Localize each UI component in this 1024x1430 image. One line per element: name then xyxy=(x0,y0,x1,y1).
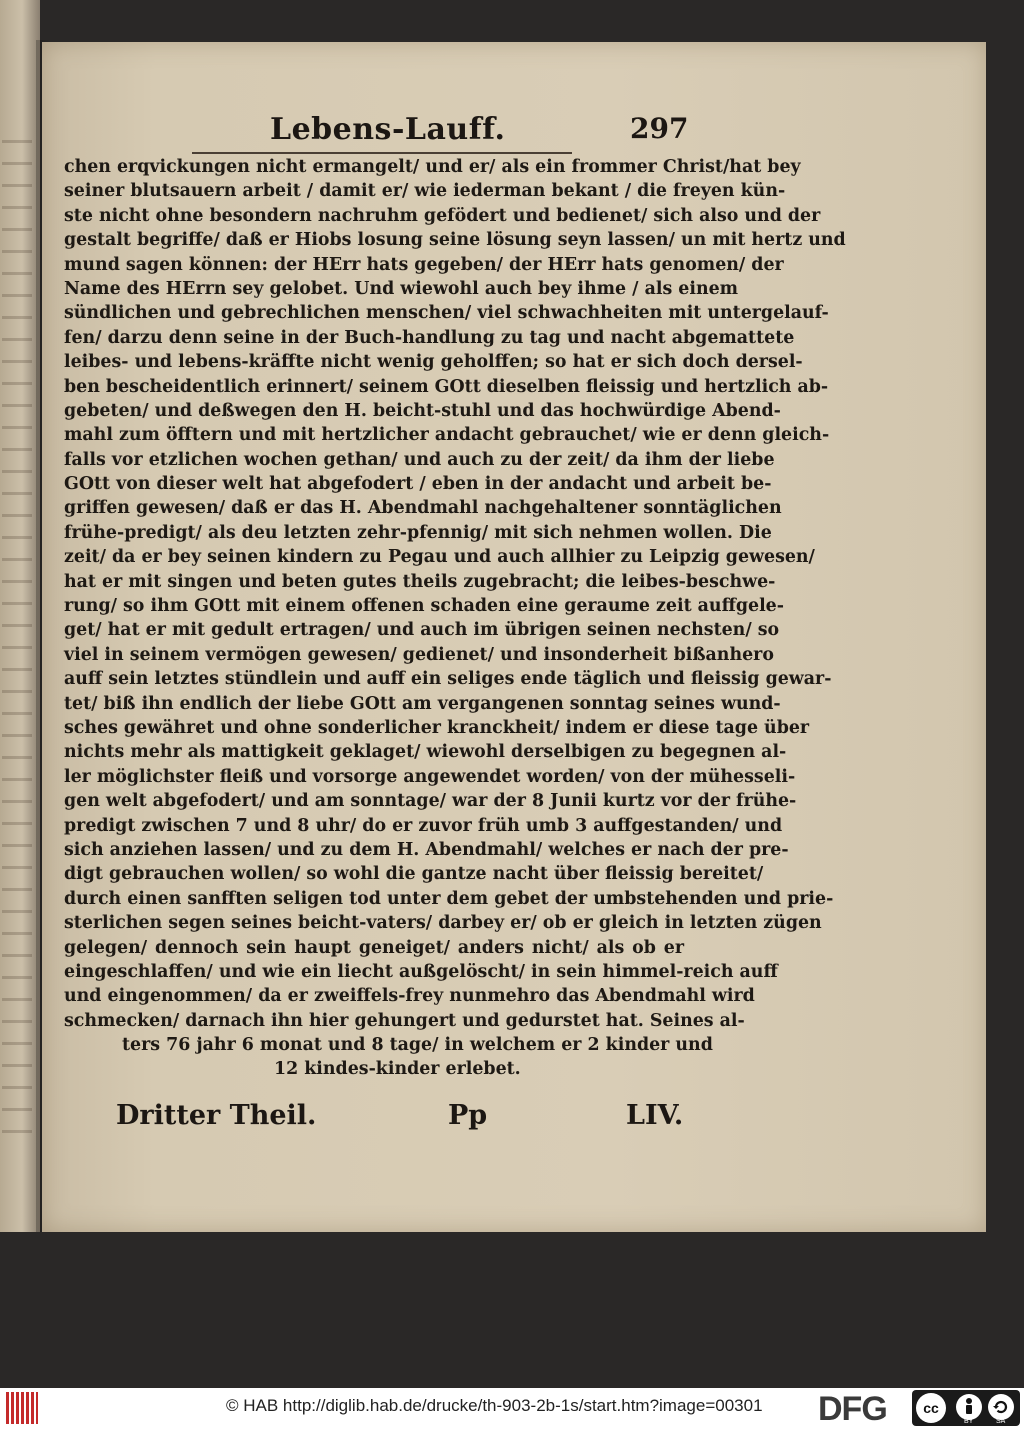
text-line: predigt zwischen 7 und 8 uhr/ do er zuvor früh umb 3 auffgestanden/ und xyxy=(64,815,783,836)
running-head-title: Lebens-Lauff. xyxy=(270,112,506,147)
text-line: mahl zum öfftern und mit hertzlicher andacht gebrauchet/ wie er denn gleich- xyxy=(64,425,830,446)
text-line: rung/ so ihm GOtt mit einem offenen schaden eine geraume zeit auffgele- xyxy=(64,596,784,617)
text-line: gelegen/ dennoch sein haupt geneiget/ anders nicht/ als ob er xyxy=(64,937,684,958)
text-line-closing: 12 kindes-kinder erlebet. xyxy=(274,1059,521,1080)
text-line: sches gewähret und ohne sonderlicher kranckheit/ indem er diese tage über xyxy=(64,717,810,738)
text-line: Name des HErrn sey gelobet. Und wiewohl auch bey ihme / als einem xyxy=(64,278,739,299)
text-line: durch einen sanfften seligen tod unter dem gebet der umbstehenden und prie- xyxy=(64,888,834,909)
running-head xyxy=(42,112,986,152)
cc-logo-icon: cc xyxy=(916,1393,946,1423)
folio-number: LIV. xyxy=(626,1100,684,1131)
cc-by-label: BY xyxy=(964,1418,974,1425)
text-line: sterlichen segen seines beicht-vaters/ darbey er/ ob er gleich in letzten zügen xyxy=(64,913,822,934)
text-line: ste nicht ohne besondern nachruhm gefödert und bedienet/ sich also und der xyxy=(64,205,821,226)
text-line: get/ hat er mit gedult ertragen/ und auch im übrigen seinen nechsten/ so xyxy=(64,620,780,641)
text-line: ben bescheidentlich erinnert/ seinem GOtt dieselben fleissig und hertzlich ab- xyxy=(64,376,829,397)
text-line: auff sein letztes stündlein und auff ein seliges ende täglich und fleissig gewar- xyxy=(64,669,832,690)
attribution-bar xyxy=(0,1388,1024,1430)
page-number: 297 xyxy=(630,112,689,145)
text-line: gestalt begriffe/ daß er Hiobs losung seine lösung seyn lassen/ un mit hertz und xyxy=(64,230,846,251)
text-line: GOtt von dieser welt hat abgefodert / eben in der andacht und arbeit be- xyxy=(64,474,772,495)
text-line: zeit/ da er bey seinen kindern zu Pegau und auch allhier zu Leipzig gewesen/ xyxy=(64,547,815,568)
cc-license-badge[interactable] xyxy=(912,1390,1020,1426)
text-line: schmecken/ darnach ihn hier gehungert und gedurstet hat. Seines al- xyxy=(64,1010,745,1031)
hab-logo-icon xyxy=(6,1392,38,1424)
text-line: seiner blutsauern arbeit / damit er/ wie iederman bekant / die freyen kün- xyxy=(64,181,786,202)
text-line: sich anziehen lassen/ und zu dem H. Abendmahl/ welches er nach der pre- xyxy=(64,839,789,860)
text-line: tet/ biß ihn endlich der liebe GOtt am vergangenen sonntag seines wund- xyxy=(64,693,781,714)
text-line: chen erqvickungen nicht ermangelt/ und er/ als ein frommer Christ/hat bey xyxy=(64,157,801,177)
text-line: mund sagen können: der HErr hats gegeben/ der HErr hats genomen/ der xyxy=(64,254,784,275)
facing-page-text-fragment xyxy=(2,140,32,1140)
text-line: frühe-predigt/ als deu letzten zehr-pfennig/ mit sich nehmen wollen. Die xyxy=(64,522,772,543)
page-footer xyxy=(42,1100,986,1140)
text-line: griffen gewesen/ daß er das H. Abendmahl nachgehaltener sonntäglichen xyxy=(64,498,782,519)
dfg-logo: DFG xyxy=(818,1390,887,1428)
text-line: nichts mehr als mattigkeit geklaget/ wiewohl derselbigen zu begegnen al- xyxy=(64,742,787,763)
catchword-part: Dritter Theil. xyxy=(116,1100,317,1131)
facing-page-edge xyxy=(0,0,40,1232)
person-icon xyxy=(956,1394,982,1420)
text-line: und eingenommen/ da er zweiffels-frey nunmehro das Abendmahl wird xyxy=(64,986,755,1007)
book-page xyxy=(42,42,986,1232)
text-line: viel in seinem vermögen gewesen/ gedienet/ und insonderheit bißanhero xyxy=(64,644,774,665)
text-line: eingeschlaffen/ und wie ein liecht außgelöscht/ in sein himmel-reich auff xyxy=(64,961,778,982)
signature-mark: Pp xyxy=(448,1100,488,1131)
text-line: falls vor etzlichen wochen gethan/ und auch zu der zeit/ da ihm der liebe xyxy=(64,449,775,470)
body-text xyxy=(64,155,846,1082)
text-line: fen/ darzu denn seine in der Buch-handlung zu tag und nacht abgemattete xyxy=(64,327,795,348)
running-head-rule xyxy=(192,152,572,154)
text-line: gen welt abgefodert/ und am sonntage/ war der 8 Junii kurtz vor der frühe- xyxy=(64,791,797,812)
share-alike-icon xyxy=(988,1394,1014,1420)
text-line: digt gebrauchen wollen/ so wohl die gantze nacht über fleissig bereitet/ xyxy=(64,864,764,885)
text-line: leibes- und lebens-kräffte nicht wenig geholffen; so hat er sich doch dersel- xyxy=(64,352,803,373)
text-line: gebeten/ und deßwegen den H. beicht-stuhl und das hochwürdige Abend- xyxy=(64,400,781,421)
source-credit[interactable]: © HAB http://diglib.hab.de/drucke/th-903-2b-1s/start.htm?image=00301 xyxy=(226,1396,763,1415)
cc-sa-label: SA xyxy=(996,1418,1006,1425)
text-line: sündlichen und gebrechlichen menschen/ viel schwachheiten mit untergelauf- xyxy=(64,303,829,324)
text-line: ler möglichster fleiß und vorsorge angewendet worden/ von der mühesseli- xyxy=(64,766,796,787)
text-line-closing: ters 76 jahr 6 monat und 8 tage/ in welchem er 2 kinder und xyxy=(122,1035,713,1056)
text-line: hat er mit singen und beten gutes theils zugebracht; die leibes-beschwe- xyxy=(64,571,776,592)
